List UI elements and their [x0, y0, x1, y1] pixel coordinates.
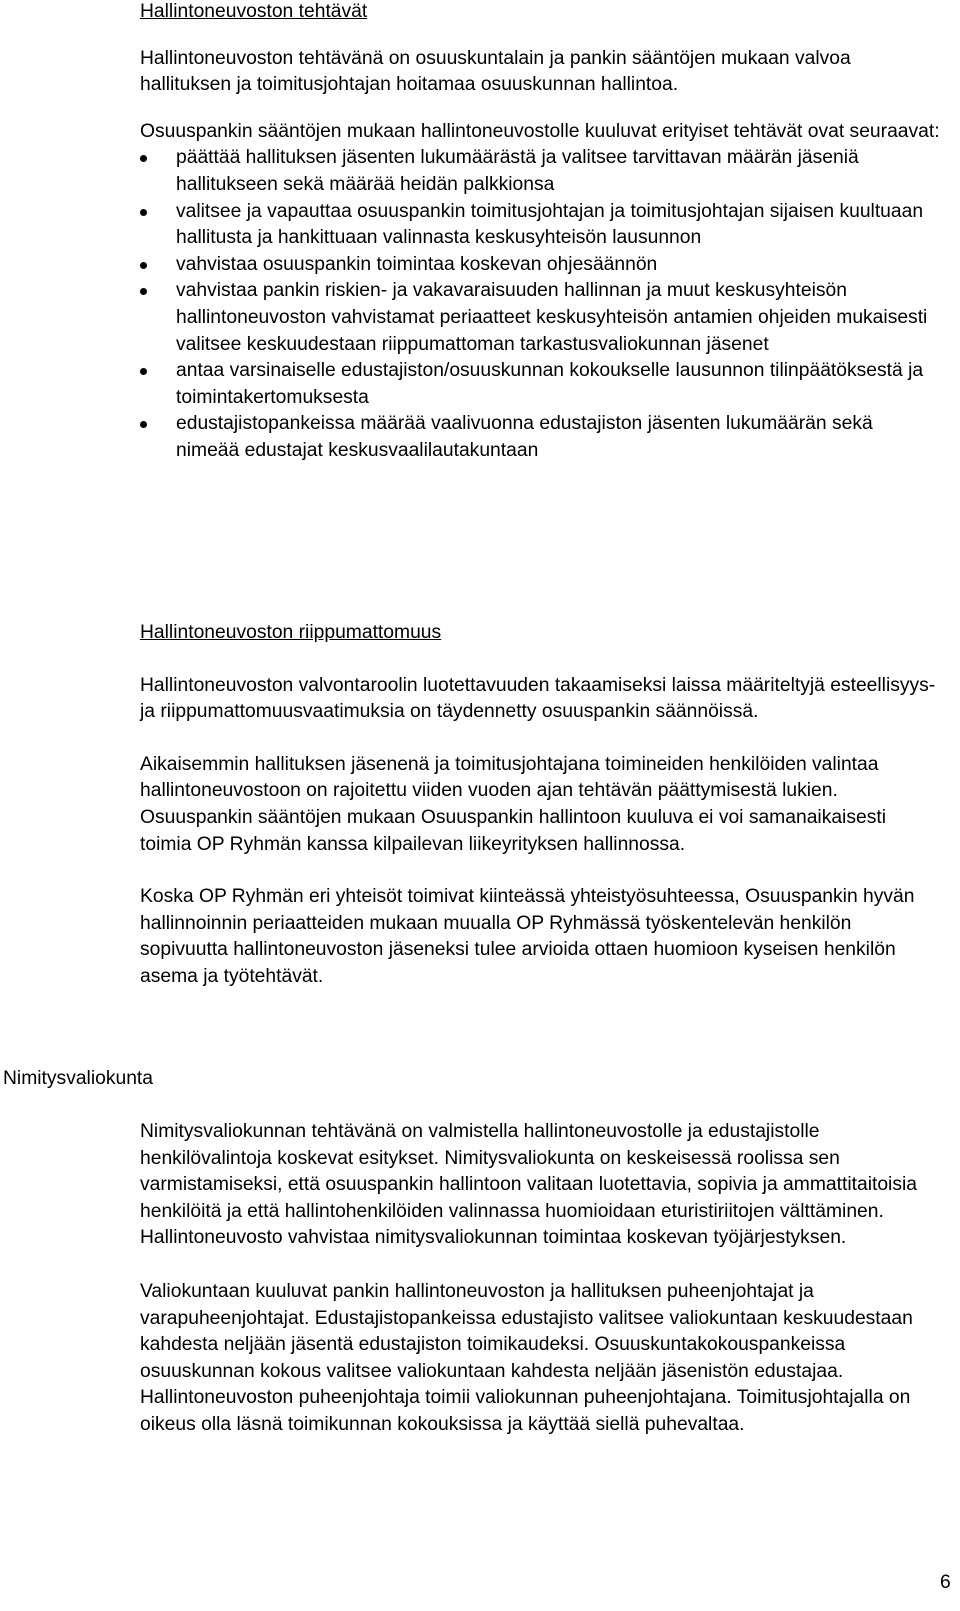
bullet-icon — [140, 209, 147, 216]
bullet-icon — [140, 368, 147, 375]
list-item: vahvistaa osuuspankin toimintaa koskevan ohjesäännön — [140, 252, 940, 279]
paragraph: Hallintoneuvoston valvontaroolin luotettavuuden takaamiseksi laissa määriteltyjä esteellisyys- ja riippumattomuusvaatimuksia on täydennetty osuuspankin säännöissä. — [140, 674, 936, 723]
duties-list — [140, 145, 940, 464]
section-nomination-committee — [140, 1119, 940, 1439]
list-item: antaa varsinaiselle edustajiston/osuuskunnan kokoukselle lausunnon tilinpäätöksestä ja toimintakertomuksesta — [140, 358, 940, 411]
side-label: Nimitysvaliokunta — [3, 1068, 154, 1089]
paragraph: Nimitysvaliokunnan tehtävänä on valmistella hallintoneuvostolle ja edustajistolle henkilövalintoja koskevat esitykset. Nimitysvaliokunta on keskeisessä roolissa sen varmistamiseksi, että osuuspankin hallintoon valitaan luotettavia, sopivia ja ammattitaitoisia henkilöitä ja että hallintohenkilöiden valinnassa huomioidaan eturistiriitojen välttäminen. Hallintoneuvosto vahvistaa nimitysvaliokunnan toimintaa koskevan työjärjestyksen. — [140, 1121, 917, 1249]
bullet-icon — [140, 155, 147, 162]
section-heading: Hallintoneuvoston tehtävät — [140, 1, 368, 22]
list-item: päättää hallituksen jäsenten lukumäärästä ja valitsee tarvittavan määrän jäseniä hallitukseen sekä määrää heidän palkkionsa — [140, 145, 940, 198]
section-board-duties — [140, 0, 940, 465]
section-heading: Hallintoneuvoston riippumattomuus — [140, 622, 442, 643]
bullet-icon — [140, 262, 147, 269]
paragraph: Hallintoneuvoston tehtävänä on osuuskuntalain ja pankin sääntöjen mukaan valvoa hallituksen ja toimitusjohtajan hoitamaa osuuskunnan hallintoa. — [140, 47, 851, 96]
bullet-icon — [140, 288, 147, 295]
list-item: edustajistopankeissa määrää vaalivuonna edustajiston jäsenten lukumäärän sekä nimeää edustajat keskusvaalilautakuntaan — [140, 411, 940, 464]
section-board-independence — [140, 620, 940, 991]
paragraph: Valiokuntaan kuuluvat pankin hallintoneuvoston ja hallituksen puheenjohtajat ja varapuheenjohtajat. Edustajistopankeissa edustajisto valitsee valiokuntaan keskuudestaan kahdesta neljään jäsentä edustajiston toimikaudeksi. Osuuskuntakokouspankeissa osuuskunnan kokous valitsee valiokuntaan kahdesta neljään jäsenistön edustajaa. Hallintoneuvoston puheenjohtaja toimii valiokunnan puheenjohtajana. Toimitusjohtajalla on oikeus olla läsnä toimikunnan kokouksissa ja käyttää siellä puhevaltaa. — [140, 1280, 913, 1435]
paragraph: Osuuspankin sääntöjen mukaan hallintoneuvostolle kuuluvat erityiset tehtävät ovat seuraavat: — [140, 120, 940, 142]
bullet-icon — [140, 421, 147, 428]
paragraph: Aikaisemmin hallituksen jäsenenä ja toimitusjohtajana toimineiden henkilöiden valintaa hallintoneuvostoon on rajoitettu viiden vuoden ajan tehtävän päättymisestä lukien. Osuuspankin sääntöjen mukaan Osuuspankin hallintoon kuuluva ei voi samanaikaisesti toimia OP Ryhmän kanssa kilpailevan liikeyrityksen hallinnossa. — [140, 753, 886, 855]
list-item: vahvistaa pankin riskien- ja vakavaraisuuden hallinnan ja muut keskusyhteisön hallintoneuvoston vahvistamat periaatteet keskusyhteisön antamien ohjeiden mukaisesti valitsee keskuudestaan riippumattoman tarkastusvaliokunnan jäsenet — [140, 278, 940, 358]
paragraph: Koska OP Ryhmän eri yhteisöt toimivat kiinteässä yhteistyösuhteessa, Osuuspankin hyvän hallinnoinnin periaatteiden mukaan muualla OP Ryhmässä työskentelevän henkilön sopivuutta hallintoneuvoston jäseneksi tulee arvioida ottaen huomioon kyseisen henkilön asema ja työtehtävät. — [140, 886, 915, 987]
list-item: valitsee ja vapauttaa osuuspankin toimitusjohtajan ja toimitusjohtajan sijaisen kuultuaan hallitusta ja hankittuaan valinnasta keskusyhteisön lausunnon — [140, 199, 940, 252]
page-number: 6 — [940, 1572, 951, 1593]
